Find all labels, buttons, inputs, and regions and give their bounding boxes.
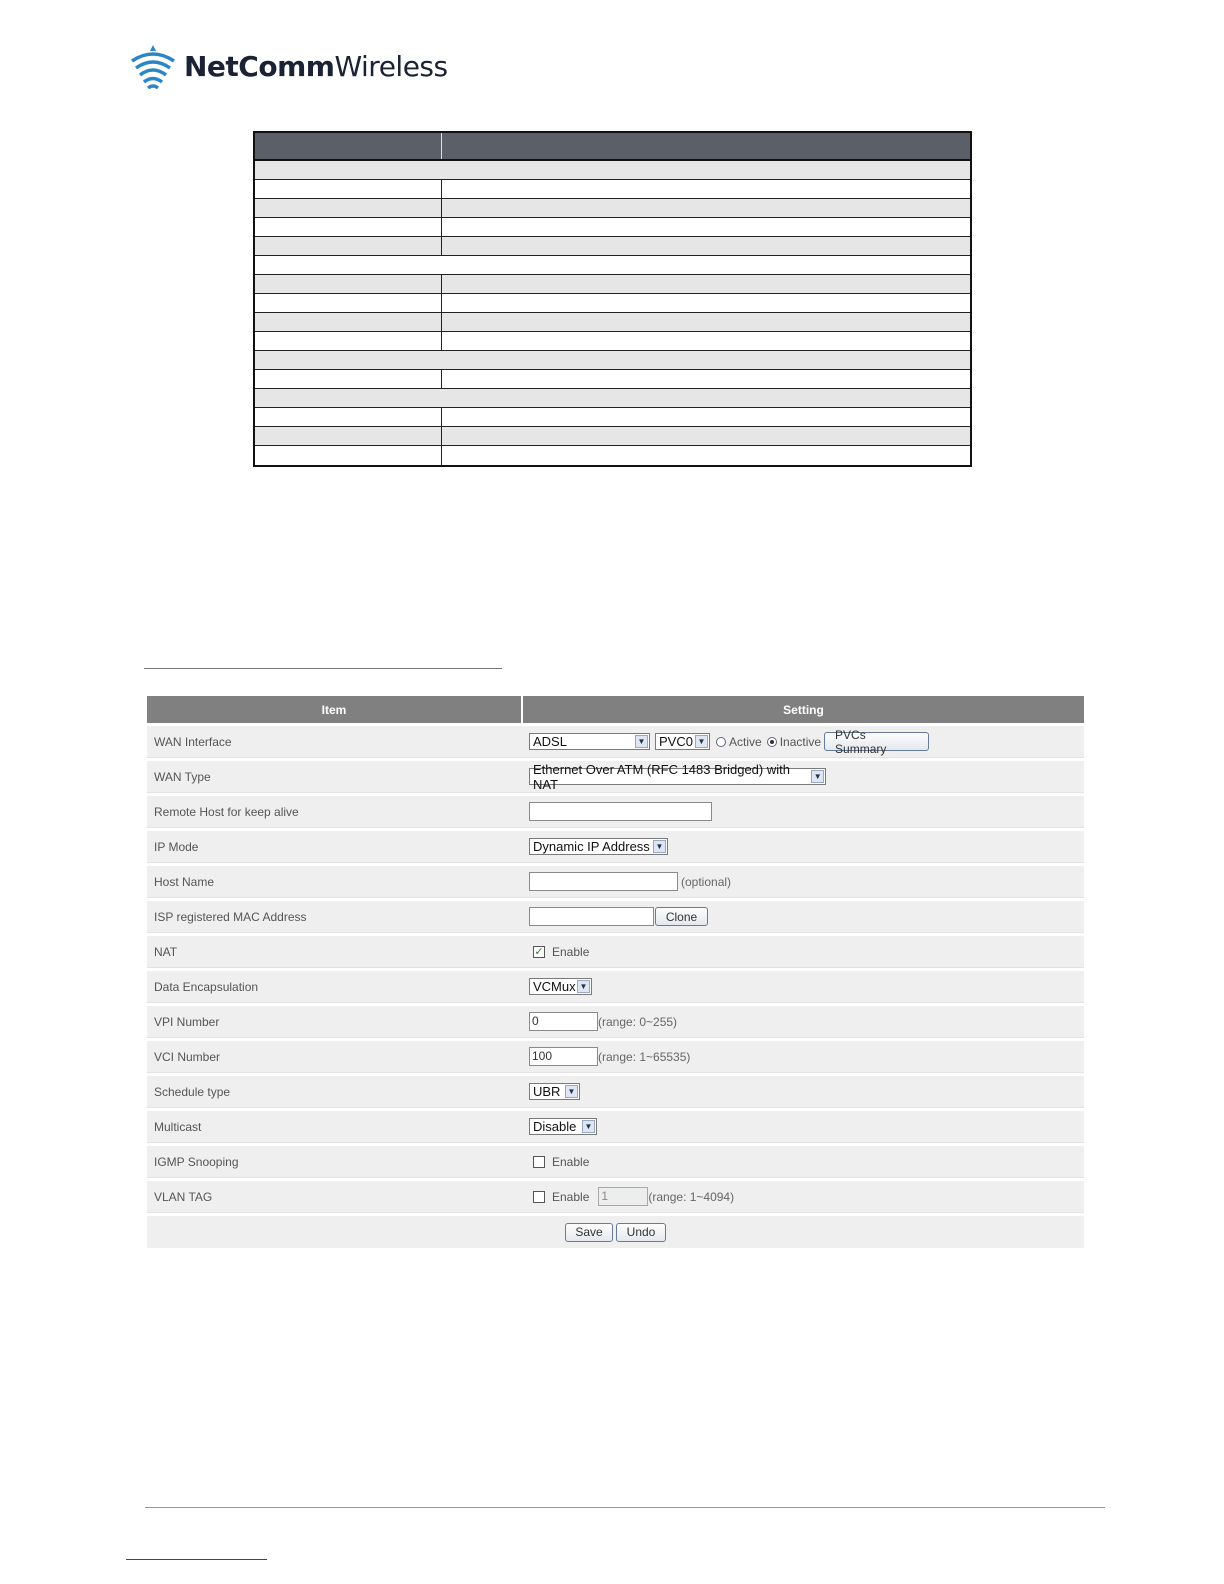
active-label: Active bbox=[729, 734, 762, 749]
mac-address-row bbox=[147, 901, 1084, 933]
host-name-label: Host Name bbox=[147, 866, 523, 898]
vci-label: VCI Number bbox=[147, 1041, 523, 1073]
nat-label: NAT bbox=[147, 936, 523, 968]
vlan-id-input[interactable]: 1 bbox=[598, 1187, 648, 1206]
multicast-select[interactable]: Disable ▼ bbox=[529, 1118, 597, 1135]
vlan-range-hint: (range: 1~4094) bbox=[648, 1189, 735, 1204]
vpi-label: VPI Number bbox=[147, 1006, 523, 1038]
remote-host-input[interactable] bbox=[529, 802, 712, 821]
inactive-label: Inactive bbox=[779, 734, 822, 749]
data-encapsulation-select[interactable]: VCMux ▼ bbox=[529, 978, 592, 995]
spec-row bbox=[255, 446, 970, 465]
pvcs-summary-button[interactable]: PVCs Summary bbox=[824, 732, 929, 751]
schedule-type-select[interactable]: UBR ▼ bbox=[529, 1083, 580, 1100]
vci-input[interactable]: 100 bbox=[529, 1047, 598, 1066]
footer-divider bbox=[145, 1507, 1105, 1508]
remote-host-label: Remote Host for keep alive bbox=[147, 796, 523, 828]
spec-row bbox=[255, 370, 970, 389]
chevron-down-icon: ▼ bbox=[653, 840, 666, 853]
vpi-row bbox=[147, 1006, 1084, 1038]
remote-host-row bbox=[147, 796, 1084, 828]
vpi-input[interactable]: 0 bbox=[529, 1012, 598, 1031]
spec-row bbox=[255, 408, 970, 427]
spec-row bbox=[255, 332, 970, 351]
spec-row bbox=[255, 294, 970, 313]
spec-section-row bbox=[255, 389, 970, 408]
wan-type-row bbox=[147, 761, 1084, 793]
schedule-type-label: Schedule type bbox=[147, 1076, 523, 1108]
igmp-snooping-checkbox[interactable] bbox=[533, 1156, 545, 1168]
vci-range-hint: (range: 1~65535) bbox=[598, 1049, 691, 1064]
spec-row bbox=[255, 237, 970, 256]
schedule-type-row bbox=[147, 1076, 1084, 1108]
spec-row bbox=[255, 199, 970, 218]
vlan-tag-label: VLAN TAG bbox=[147, 1181, 523, 1213]
wan-config-panel bbox=[147, 696, 1084, 1248]
spec-section-row bbox=[255, 256, 970, 275]
host-name-input[interactable] bbox=[529, 872, 678, 891]
wifi-logo-icon bbox=[128, 43, 178, 89]
spec-table bbox=[253, 131, 972, 467]
host-name-hint: (optional) bbox=[681, 874, 732, 889]
footer-link-underline bbox=[126, 1559, 267, 1560]
data-encapsulation-label: Data Encapsulation bbox=[147, 971, 523, 1003]
vci-row bbox=[147, 1041, 1084, 1073]
nat-row bbox=[147, 936, 1084, 968]
wan-interface-label: WAN Interface bbox=[147, 726, 523, 758]
section-divider bbox=[144, 668, 502, 669]
igmp-snooping-label: IGMP Snooping bbox=[147, 1146, 523, 1178]
chevron-down-icon: ▼ bbox=[582, 1120, 595, 1133]
vlan-tag-row bbox=[147, 1181, 1084, 1213]
wan-type-label: WAN Type bbox=[147, 761, 523, 793]
save-button[interactable]: Save bbox=[565, 1223, 613, 1242]
clone-button[interactable]: Clone bbox=[655, 907, 708, 926]
chevron-down-icon: ▼ bbox=[565, 1085, 578, 1098]
multicast-row bbox=[147, 1111, 1084, 1143]
ip-mode-label: IP Mode bbox=[147, 831, 523, 863]
active-radio-group[interactable] bbox=[716, 735, 762, 749]
ip-mode-select[interactable]: Dynamic IP Address ▼ bbox=[529, 838, 668, 855]
action-row bbox=[147, 1216, 1084, 1248]
inactive-radio-group[interactable] bbox=[767, 735, 821, 749]
inactive-radio[interactable] bbox=[767, 737, 777, 747]
wan-interface-select[interactable]: ADSL ▼ bbox=[529, 733, 650, 750]
spec-row bbox=[255, 218, 970, 237]
undo-button[interactable]: Undo bbox=[616, 1223, 666, 1242]
spec-table-header bbox=[255, 133, 970, 161]
netcomm-logo bbox=[128, 42, 448, 90]
spec-row bbox=[255, 313, 970, 332]
ip-mode-row bbox=[147, 831, 1084, 863]
config-header bbox=[147, 696, 1084, 723]
spec-section-row bbox=[255, 161, 970, 180]
chevron-down-icon: ▼ bbox=[811, 770, 824, 783]
chevron-down-icon: ▼ bbox=[635, 735, 648, 748]
logo-wordmark: NetCommWireless bbox=[184, 49, 448, 83]
mac-address-input[interactable] bbox=[529, 907, 654, 926]
data-encapsulation-row bbox=[147, 971, 1084, 1003]
wan-type-select[interactable]: Ethernet Over ATM (RFC 1483 Bridged) with NAT ▼ bbox=[529, 768, 826, 785]
igmp-enable-label: Enable bbox=[552, 1154, 590, 1169]
spec-row bbox=[255, 180, 970, 199]
multicast-label: Multicast bbox=[147, 1111, 523, 1143]
vlan-enable-label: Enable bbox=[552, 1189, 590, 1204]
setting-column-header: Setting bbox=[523, 696, 1084, 723]
chevron-down-icon: ▼ bbox=[695, 735, 708, 748]
chevron-down-icon: ▼ bbox=[577, 980, 590, 993]
pvc-select[interactable]: PVC0 ▼ bbox=[655, 733, 710, 750]
item-column-header: Item bbox=[147, 696, 521, 723]
spec-row bbox=[255, 427, 970, 446]
nat-checkbox[interactable]: ✓ bbox=[534, 945, 544, 958]
spec-row bbox=[255, 275, 970, 294]
igmp-snooping-row bbox=[147, 1146, 1084, 1178]
active-radio[interactable] bbox=[716, 737, 726, 747]
vpi-range-hint: (range: 0~255) bbox=[598, 1014, 678, 1029]
wan-interface-row bbox=[147, 726, 1084, 758]
nat-enable-label: Enable bbox=[552, 944, 590, 959]
vlan-tag-checkbox[interactable] bbox=[533, 1191, 545, 1203]
host-name-row bbox=[147, 866, 1084, 898]
spec-section-row bbox=[255, 351, 970, 370]
mac-address-label: ISP registered MAC Address bbox=[147, 901, 523, 933]
